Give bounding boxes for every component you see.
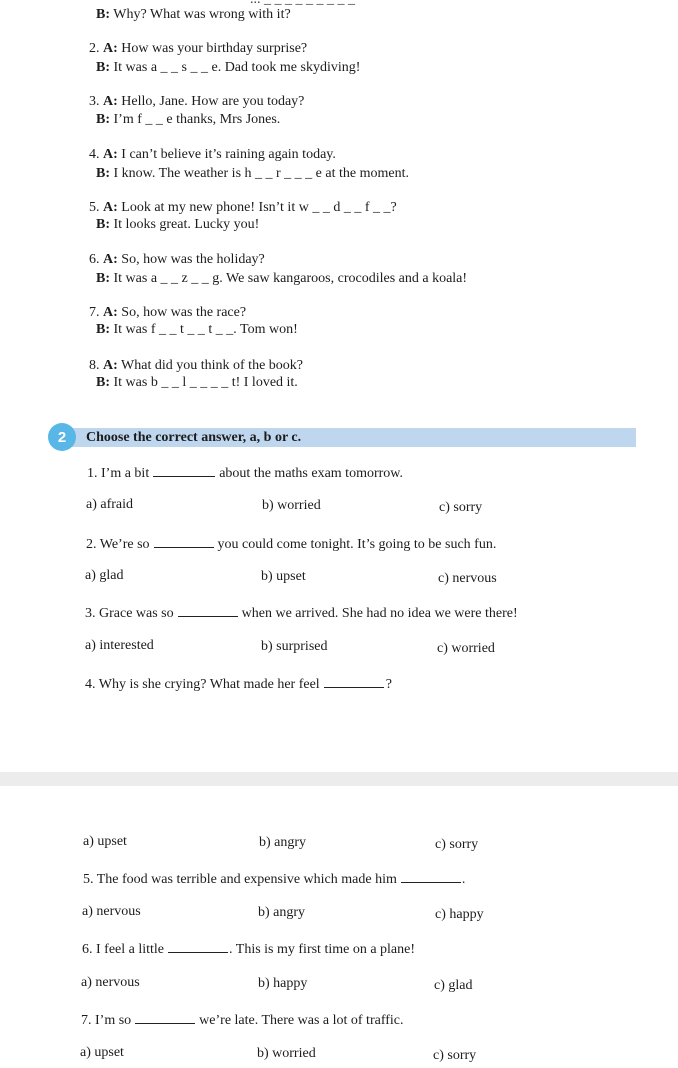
speaker-a-label: A:: [103, 200, 118, 215]
option-b[interactable]: b) worried: [257, 1046, 316, 1061]
speaker-b-text: It looks great. Lucky you!: [110, 217, 260, 232]
speaker-a-text: I can’t believe it’s raining again today.: [117, 147, 336, 162]
ex1-item-6-a-line: [89, 252, 265, 268]
question-text-end: we’re late. There was a lot of traffic.: [199, 1013, 404, 1028]
speaker-b-label: B:: [96, 271, 110, 286]
speaker-b-label: B:: [96, 166, 110, 181]
speaker-b-text: It was a _ _ z _ _ g. We saw kangaroos, crocodiles and a koala!: [110, 271, 468, 286]
item-number: 6.: [89, 252, 100, 267]
speaker-b-text: It was a _ _ s _ _ e. Dad took me skydiving!: [110, 60, 361, 75]
question-text-start: 5. The food was terrible and expensive which made him: [83, 872, 397, 887]
question-text-start: 6. I feel a little: [82, 942, 165, 957]
option-c[interactable]: c) nervous: [438, 571, 497, 586]
option-b[interactable]: b) angry: [258, 905, 306, 920]
item-number: 4.: [89, 147, 100, 162]
answer-blank[interactable]: [168, 940, 228, 953]
ex1-item-2-b-line: [96, 60, 360, 76]
item-number: 2.: [89, 41, 100, 56]
answer-blank[interactable]: [401, 870, 461, 883]
option-c[interactable]: c) sorry: [433, 1048, 477, 1063]
answer-blank[interactable]: [135, 1011, 195, 1024]
item-number: 5.: [89, 200, 100, 215]
speaker-b-label: B:: [96, 322, 110, 337]
option-c[interactable]: c) happy: [435, 907, 484, 922]
speaker-a-label: A:: [103, 252, 118, 267]
ex1-item-7-a-line: [89, 305, 246, 321]
speaker-b-text: I’m f _ _ e thanks, Mrs Jones.: [110, 112, 281, 127]
option-a[interactable]: a) nervous: [82, 904, 141, 919]
question-text-end: ?: [385, 677, 392, 692]
option-a[interactable]: a) interested: [85, 638, 154, 653]
answer-blank[interactable]: [324, 675, 384, 688]
question-text-start: 1. I’m a bit: [87, 466, 150, 481]
item-number: 3.: [89, 94, 100, 109]
ex1-item-8-a-line: [89, 358, 303, 374]
question-text-start: 7. I’m so: [81, 1013, 132, 1028]
speaker-a-label: A:: [103, 94, 118, 109]
speaker-a-text: What did you think of the book?: [117, 358, 303, 373]
option-c[interactable]: c) worried: [437, 641, 495, 656]
speaker-a-text: How was your birthday surprise?: [117, 41, 308, 56]
question-text-start: 2. We’re so: [86, 537, 150, 552]
question-1: [87, 464, 403, 482]
section-title: Choose the correct answer, a, b or c.: [86, 430, 302, 445]
ex1-item-7-b-line: [96, 322, 298, 338]
speaker-b-label: B:: [96, 60, 110, 75]
answer-blank[interactable]: [154, 535, 214, 548]
option-c[interactable]: c) glad: [434, 978, 473, 993]
speaker-b-text: It was f _ _ t _ _ t _ _. Tom won!: [110, 322, 298, 337]
answer-blank[interactable]: [178, 604, 238, 617]
option-a[interactable]: a) glad: [85, 568, 124, 583]
speaker-b-label: B:: [96, 375, 110, 390]
speaker-a-label: A:: [103, 41, 118, 56]
page-break-divider: [0, 772, 678, 786]
option-a[interactable]: a) afraid: [86, 497, 134, 512]
question-2: [86, 535, 496, 553]
question-text-start: 3. Grace was so: [85, 606, 174, 621]
option-b[interactable]: b) upset: [261, 569, 306, 584]
option-c[interactable]: c) sorry: [435, 837, 479, 852]
item-number: 7.: [89, 305, 100, 320]
speaker-b-text: I know. The weather is h _ _ r _ _ _ e at the moment.: [110, 166, 409, 181]
item-number: 8.: [89, 358, 100, 373]
ex1-item-4-b-line: [96, 166, 409, 182]
ex1-item-3-a-line: [89, 94, 304, 110]
speaker-b-label: B:: [96, 217, 110, 232]
speaker-b-text: It was b _ _ l _ _ _ _ t! I loved it.: [110, 375, 298, 390]
option-a[interactable]: a) upset: [80, 1045, 124, 1060]
ex1-item-3-b-line: [96, 112, 280, 128]
option-b[interactable]: b) worried: [262, 498, 321, 513]
speaker-b-label: B:: [96, 7, 110, 22]
question-5: [83, 870, 465, 888]
speaker-a-label: A:: [103, 147, 118, 162]
ex1-item-6-b-line: [96, 271, 467, 287]
option-a[interactable]: a) upset: [83, 834, 127, 849]
ex1-item-2-a-line: [89, 41, 307, 57]
question-3: [85, 604, 518, 622]
ex1-item-1-b-line: [96, 7, 291, 23]
speaker-a-label: A:: [103, 305, 118, 320]
question-text-start: 4. Why is she crying? What made her feel: [85, 677, 320, 692]
question-text-end: when we arrived. She had no idea we were there!: [241, 606, 518, 621]
question-text-end: about the maths exam tomorrow.: [219, 466, 403, 481]
option-b[interactable]: b) surprised: [261, 639, 328, 654]
option-c[interactable]: c) sorry: [439, 500, 483, 515]
section-number-badge: 2: [48, 423, 76, 451]
question-7: [81, 1011, 404, 1029]
question-text-end: you could come tonight. It’s going to be such fun.: [217, 537, 497, 552]
speaker-a-text: Hello, Jane. How are you today?: [117, 94, 305, 109]
answer-blank[interactable]: [153, 464, 215, 477]
option-a[interactable]: a) nervous: [81, 975, 140, 990]
ex1-item-5-a-line: [89, 200, 397, 216]
ex1-item-8-b-line: [96, 375, 298, 391]
speaker-a-label: A:: [103, 358, 118, 373]
speaker-a-text: So, how was the race?: [117, 305, 247, 320]
ex1-item-4-a-line: [89, 147, 336, 163]
option-b[interactable]: b) happy: [258, 976, 308, 991]
ex1-item-5-b-line: [96, 217, 259, 233]
question-6: [82, 940, 415, 958]
question-text-end: .: [461, 872, 466, 887]
option-b[interactable]: b) angry: [259, 835, 307, 850]
speaker-a-text: Look at my new phone! Isn’t it w _ _ d _ _ f _ _?: [117, 200, 397, 215]
question-4: [85, 675, 392, 693]
speaker-b-text: Why? What was wrong with it?: [110, 7, 291, 22]
question-text-end: . This is my first time on a plane!: [229, 942, 416, 957]
speaker-b-label: B:: [96, 112, 110, 127]
speaker-a-text: So, how was the holiday?: [117, 252, 265, 267]
